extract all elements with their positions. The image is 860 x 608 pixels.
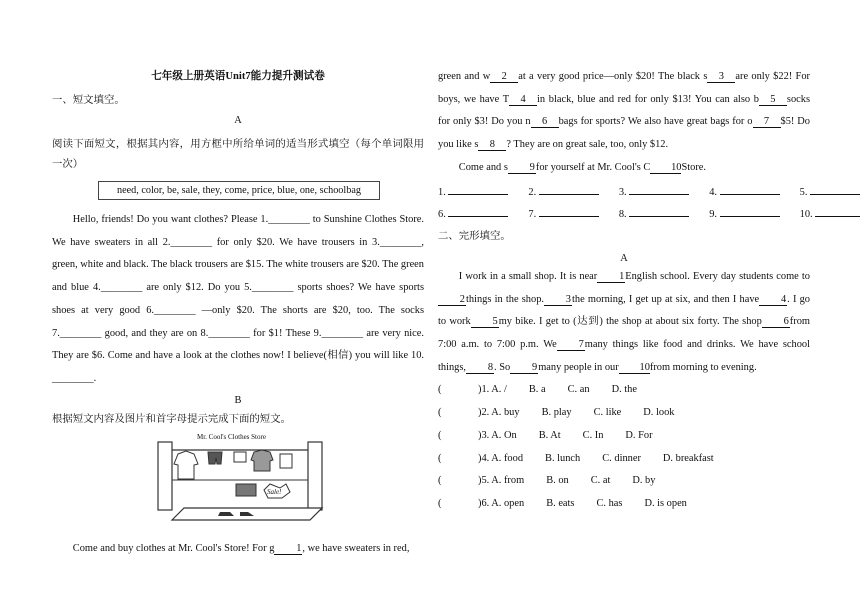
passage-a: Hello, friends! Do you want clothes? Please 1.________ to Sunshine Clothes Store. We have sweaters in all 2.________ for only $20. We have trousers in 3.________, green, white and black. The black trousers are $15. The white trousers are $20. The green and blue 4.________ are only $12. Do you 5.________ sports shoes? We have sports shoes at very good 6.________ —only $20. The shorts are $20, too. The socks 7.________ good, and they are on 8.________ for $1! These 9.________ are very nice. They are $6. Come and have a look at the clothes now! I believe(相信) you will like 10. ________.	[52, 214, 424, 384]
pb-text: green and w	[438, 71, 491, 82]
answer-slot[interactable]	[709, 204, 779, 227]
question-row[interactable]	[438, 402, 810, 425]
blank-b10: 10	[650, 162, 681, 174]
pb-text: in black, blue and red for only $13! You can also b	[537, 93, 759, 105]
answer-paren[interactable]: (	[438, 429, 442, 441]
answer-slot[interactable]	[528, 182, 598, 205]
question-option: D. breakfast	[662, 452, 714, 464]
pb-text: are only $22! For boys, we have T	[438, 71, 810, 105]
question-option: D. by	[632, 475, 656, 487]
blank-b3: 3	[707, 71, 735, 83]
question-option: B. lunch	[545, 452, 581, 464]
cloze-text: the morning, I get up at six, and then I have	[571, 293, 760, 305]
pb-text: $5! Do you like s	[438, 116, 810, 151]
passage-b-end	[438, 157, 810, 180]
question-option: B. a	[528, 384, 546, 396]
question-row[interactable]	[438, 425, 810, 448]
cloze-passage	[438, 266, 810, 380]
question-option-a: )3. A. On	[478, 429, 517, 441]
cloze-text: from morning to evening.	[649, 361, 757, 373]
right-column	[438, 66, 813, 516]
question-option-a: )2. A. buy	[478, 407, 520, 419]
cloze-text: my bike. I get to (达到) the shop at about six forty. The shop	[498, 316, 762, 328]
blank-b2: 2	[490, 71, 518, 83]
pb-text: bags for sports? We also have great bags for o	[558, 116, 753, 128]
sale-tag: Sale!	[267, 487, 282, 496]
pb-text: socks for only $3! Do you n	[438, 93, 810, 128]
question-option: C. at	[590, 475, 611, 487]
page-title: 七年级上册英语Unit7能力提升测试卷	[151, 71, 325, 82]
cloze-blank-1: 1	[597, 271, 625, 283]
answer-paren[interactable]: (	[438, 475, 442, 487]
question-option-a: )1. A. /	[478, 384, 507, 396]
answer-num: 10.	[799, 209, 813, 221]
pb-text: Store.	[681, 161, 707, 173]
cloze-blank-10: 10	[619, 362, 650, 374]
question-option: B. eats	[546, 497, 575, 509]
blank-b1: 1	[274, 543, 302, 555]
passage-b-text: Come and buy clothes at Mr. Cool's Store! For g	[72, 542, 275, 554]
cloze-blank-2: 2	[438, 294, 466, 306]
answer-num: 2.	[528, 186, 537, 198]
answer-slot[interactable]	[800, 204, 860, 227]
section-1-heading: 一、短文填空。	[52, 95, 125, 106]
cloze-blank-8: 8	[466, 362, 494, 374]
answer-num: 1.	[438, 186, 446, 198]
answer-num: 4.	[709, 186, 718, 198]
blank-b7: 7	[753, 116, 781, 128]
blank-b8: 8	[478, 139, 506, 151]
blank-b9: 9	[508, 162, 536, 174]
passage-b-start	[52, 538, 424, 561]
question-option: C. like	[593, 407, 622, 419]
cloze-a-heading: A	[620, 252, 628, 264]
part-a-heading: A	[234, 115, 242, 126]
cloze-text: . I go to work	[438, 293, 810, 328]
cloze-blank-3: 3	[544, 294, 572, 306]
answer-paren[interactable]: (	[438, 407, 442, 419]
question-option: D. For	[625, 429, 653, 441]
part-b-heading: B	[234, 394, 242, 406]
cloze-text: . So	[494, 361, 511, 373]
answer-row-1	[438, 182, 810, 205]
question-option-a: )6. A. open	[478, 497, 525, 509]
question-row[interactable]	[438, 493, 810, 516]
question-list	[438, 379, 810, 515]
question-option-a: )5. A. from	[478, 475, 525, 487]
blank-b4: 4	[509, 94, 537, 106]
answer-slot[interactable]	[619, 182, 689, 205]
answer-row-2	[438, 204, 813, 227]
answer-num: 9.	[709, 209, 718, 221]
cloze-text: things in the shop.	[466, 293, 544, 305]
question-option: C. dinner	[602, 452, 641, 464]
question-option: D. the	[611, 384, 637, 396]
cloze-text: from 7:00 a.m. to 7:00 p.m. We	[438, 316, 810, 351]
passage-b-continued	[438, 66, 810, 157]
cloze-text: many things like food and drinks. We have school things,	[438, 339, 810, 373]
answer-num: 8.	[618, 209, 627, 221]
question-option: C. an	[567, 384, 590, 396]
answer-num: 6.	[438, 209, 446, 221]
answer-slot[interactable]	[619, 204, 689, 227]
question-option: C. has	[596, 497, 623, 509]
passage-b-text-2: , we have sweaters in red,	[302, 542, 410, 554]
answer-paren[interactable]: (	[438, 452, 442, 464]
question-option: D. look	[643, 407, 675, 419]
store-illustration	[156, 432, 324, 530]
answer-slot[interactable]	[438, 182, 508, 205]
cloze-text: many people in our	[538, 361, 619, 373]
cloze-blank-7: 7	[557, 339, 585, 351]
cloze-text: English school. Every day students come to	[625, 270, 810, 282]
pb-text: for yourself at Mr. Cool's C	[535, 161, 651, 173]
store-sign: Mr. Cool's Clothes Store	[194, 433, 269, 441]
cloze-blank-6: 6	[762, 316, 790, 328]
answer-num: 3.	[618, 186, 627, 198]
question-option-a: )4. A. food	[478, 452, 524, 464]
question-option: D. is open	[644, 497, 687, 509]
question-option: B. on	[546, 475, 569, 487]
word-box: need, color, be, sale, they, come, price, blue, one, schoolbag	[98, 181, 380, 200]
answer-slot[interactable]	[528, 204, 598, 227]
cloze-blank-4: 4	[759, 294, 787, 306]
instruction-a: 阅读下面短文，根据其内容，用方框中所给单词的适当形式填空（每个单词限用一次）	[52, 139, 424, 170]
cloze-text: I work in a small shop. It is near	[458, 270, 598, 282]
question-option: B. At	[538, 429, 561, 441]
answer-num: 7.	[528, 209, 537, 221]
question-option: C. In	[582, 429, 604, 441]
answer-paren[interactable]: (	[438, 497, 442, 509]
question-option: B. play	[541, 407, 572, 419]
answer-slot[interactable]	[709, 182, 779, 205]
cloze-blank-5: 5	[471, 316, 499, 328]
section-2-heading: 二、完形填空。	[438, 230, 511, 242]
answer-num: 5.	[799, 186, 808, 198]
blank-b5: 5	[759, 94, 787, 106]
left-column	[52, 68, 424, 560]
blank-b6: 6	[531, 116, 559, 128]
answer-paren[interactable]: (	[438, 384, 442, 396]
question-row[interactable]	[438, 448, 810, 471]
instruction-b: 根据短文内容及图片和首字母提示完成下面的短文。	[52, 413, 291, 425]
answer-slot[interactable]	[800, 182, 860, 205]
question-row[interactable]	[438, 470, 810, 493]
question-row[interactable]	[438, 379, 810, 402]
pb-text: Come and s	[458, 161, 508, 173]
pb-text: ? They are on great sale, too, only $12.	[506, 139, 669, 151]
answer-slot[interactable]	[438, 204, 508, 227]
answer-lines	[438, 182, 813, 227]
cloze-blank-9: 9	[510, 362, 538, 374]
pb-text: at a very good price—only $20! The black s	[518, 71, 708, 82]
